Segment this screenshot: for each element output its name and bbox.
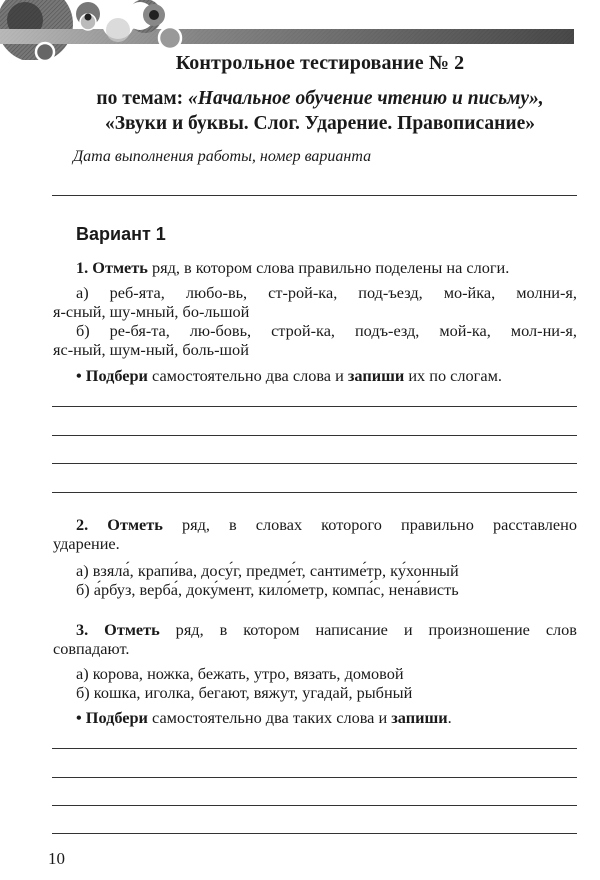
- instruction-verb-pick: Подбери: [85, 366, 148, 385]
- instruction-text: самостоятельно два слова и: [147, 366, 348, 385]
- page-number: 10: [48, 849, 65, 868]
- instruction-text-end: .: [447, 708, 452, 727]
- task-1-question: [76, 258, 509, 277]
- header-decoration: [0, 0, 600, 60]
- bullet: •: [76, 708, 82, 727]
- page-title: Контрольное тестирование № 2: [175, 52, 465, 74]
- answer-line[interactable]: [52, 406, 577, 407]
- task-verb: Отметь: [107, 515, 163, 534]
- topics-prefix: по темам:: [96, 88, 189, 109]
- task-2-option-b[interactable]: б) а́рбуз, верба́, доку́мент, кило́метр, компа́с, нена́висть: [76, 580, 459, 599]
- task-1-option-a-line-1[interactable]: а) реб-ята, любо-вь, ст-рой-ка, под-ъезд, мо-йка, молни-я,: [76, 283, 577, 302]
- task-1-option-a-line-2[interactable]: я-сный, шу-мный, бо-льшой: [53, 302, 250, 321]
- task-question-text: ряд, в словах которого правильно расставлено: [162, 515, 577, 534]
- task-2-question-line-2: ударение.: [53, 534, 120, 553]
- bullet: •: [76, 366, 82, 385]
- instruction-text-end: их по слогам.: [404, 366, 502, 385]
- topic-1: «Начальное обучение чтению и письму»,: [188, 88, 544, 109]
- variant-heading: Вариант 1: [76, 224, 166, 244]
- topics-line-1: [0, 88, 600, 110]
- answer-line[interactable]: [52, 492, 577, 493]
- task-number: 3.: [76, 620, 89, 639]
- instruction-verb-write: запиши: [347, 366, 405, 385]
- answer-line[interactable]: [52, 805, 577, 806]
- answer-line[interactable]: [52, 833, 577, 834]
- instruction-verb-pick: Подбери: [85, 708, 148, 727]
- answer-line[interactable]: [52, 748, 577, 749]
- date-answer-line[interactable]: [52, 195, 577, 196]
- task-1-option-b-line-1[interactable]: б) ре-бя-та, лю-бовь, строй-ка, подъ-езд, мой-ка, мол-ни-я,: [76, 321, 577, 340]
- task-3-question-line-1: [76, 620, 577, 639]
- date-label: Дата выполнения работы, номер варианта: [73, 148, 372, 165]
- instruction-text: самостоятельно два таких слова и: [147, 708, 392, 727]
- task-3-question-line-2: совпадают.: [53, 639, 130, 658]
- task-1-instruction: [76, 366, 502, 385]
- task-3-instruction: [76, 708, 452, 727]
- decor-circle: [159, 27, 181, 49]
- task-question-text: ряд, в котором слова правильно поделены на слоги.: [147, 258, 510, 277]
- task-number: 2.: [76, 515, 89, 534]
- task-verb: Отметь: [92, 258, 148, 277]
- task-2-option-a[interactable]: а) взяла́, крапи́ва, досу́г, предме́т, сантиме́тр, ку́хонный: [76, 561, 459, 580]
- answer-line[interactable]: [52, 777, 577, 778]
- task-2-question-line-1: [76, 515, 577, 534]
- topics-line-2: «Звуки и буквы. Слог. Ударение. Правописание»: [104, 113, 536, 134]
- task-number: 1.: [76, 258, 89, 277]
- task-3-option-b[interactable]: б) кошка, иголка, бегают, вяжут, угадай, рыбный: [76, 683, 413, 702]
- instruction-verb-write: запиши: [391, 708, 448, 727]
- answer-line[interactable]: [52, 435, 577, 436]
- answer-line[interactable]: [52, 463, 577, 464]
- task-question-text: ряд, в котором написание и произношение слов: [159, 620, 577, 639]
- task-1-option-b-line-2[interactable]: яс-ный, шум-ный, боль-шой: [53, 340, 249, 359]
- task-verb: Отметь: [104, 620, 160, 639]
- task-3-option-a[interactable]: а) корова, ножка, бежать, утро, вязать, домовой: [76, 664, 404, 683]
